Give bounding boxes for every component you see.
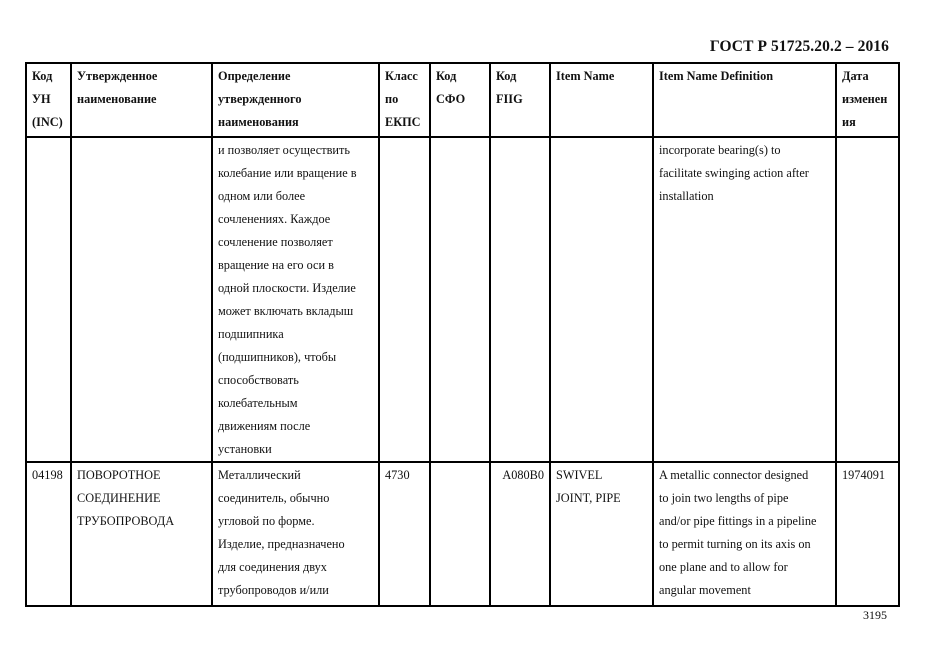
- cell-definition-ru: [212, 137, 379, 462]
- column-header-line: FIIG: [496, 92, 523, 106]
- cell-inc: [26, 137, 71, 462]
- column-header-line: Класс: [385, 69, 418, 83]
- cell-text-line: and/or pipe fittings in a pipeline: [659, 514, 817, 528]
- cell-inc: [26, 462, 71, 606]
- cell-fiig-code: [490, 137, 550, 462]
- cell-text-line: сочленение позволяет: [218, 235, 333, 249]
- cell-text-line: колебание или вращение в: [218, 166, 357, 180]
- cell-text-line: СОЕДИНЕНИЕ: [77, 491, 161, 505]
- column-header-line: изменен: [842, 92, 888, 106]
- column-header-change-date: [836, 63, 899, 137]
- cell-text-line: JOINT, PIPE: [556, 491, 621, 505]
- cell-ekps-class: [379, 462, 430, 606]
- cell-text-line: вращение на его оси в: [218, 258, 334, 272]
- column-header-fiig-code: [490, 63, 550, 137]
- table-row-continuation: [26, 137, 899, 462]
- cell-text-line: одном или более: [218, 189, 306, 203]
- document-header-title: ГОСТ Р 51725.20.2 – 2016: [709, 38, 889, 55]
- cell-text-line: установки: [218, 442, 272, 456]
- table-header-row: [26, 63, 899, 137]
- column-header-line: утвержденного: [218, 92, 302, 106]
- column-header-line: наименования: [218, 115, 299, 129]
- column-header-item-name: [550, 63, 653, 137]
- cell-text-line: 1974091: [842, 468, 886, 482]
- cell-text-line: to join two lengths of pipe: [659, 491, 789, 505]
- column-header-approved-name: [71, 63, 212, 137]
- column-header-inc: [26, 63, 71, 137]
- column-header-line: УН: [32, 92, 51, 106]
- cell-text-line: Изделие, предназначено: [218, 537, 345, 551]
- column-header-line: Item Name Definition: [659, 69, 774, 83]
- page-number: 3195: [863, 608, 887, 622]
- cell-text-line: одной плоскости. Изделие: [218, 281, 356, 295]
- cell-text-line: SWIVEL: [556, 468, 603, 482]
- cell-text-line: и позволяет осуществить: [218, 143, 350, 157]
- column-header-line: Item Name: [556, 69, 615, 83]
- column-header-line: наименование: [77, 92, 157, 106]
- cell-text-line: способствовать: [218, 373, 299, 387]
- cell-text-line: facilitate swinging action after: [659, 166, 809, 180]
- table-row-04198: [26, 462, 899, 606]
- cell-item-name-definition: [653, 137, 836, 462]
- cell-fiig-code: [490, 462, 550, 606]
- column-header-line: по: [385, 92, 399, 106]
- column-header-line: ЕКПС: [385, 115, 421, 129]
- cell-text-line: ТРУБОПРОВОДА: [77, 514, 175, 528]
- cell-approved-name: [71, 462, 212, 606]
- cell-text-line: 4730: [385, 468, 410, 482]
- cell-text-line: one plane and to allow for: [659, 560, 788, 574]
- column-header-line: Определение: [218, 69, 291, 83]
- cell-ekps-class: [379, 137, 430, 462]
- cell-change-date: [836, 137, 899, 462]
- cell-change-date: [836, 462, 899, 606]
- column-header-line: Код: [436, 69, 457, 83]
- cell-sfo-code: [430, 137, 490, 462]
- cell-text-line: сочленениях. Каждое: [218, 212, 331, 226]
- column-header-line: ия: [842, 115, 856, 129]
- cell-text-line: колебательным: [218, 396, 298, 410]
- column-header-line: Код: [496, 69, 517, 83]
- column-header-definition-ru: [212, 63, 379, 137]
- column-header-line: Дата: [842, 69, 869, 83]
- column-header-sfo-code: [430, 63, 490, 137]
- cell-text-line: to permit turning on its axis on: [659, 537, 811, 551]
- cell-item-name: [550, 137, 653, 462]
- cell-sfo-code: [430, 462, 490, 606]
- cell-item-name: [550, 462, 653, 606]
- cell-text-line: Металлический: [218, 468, 301, 482]
- cell-text-line: угловой по форме.: [218, 514, 315, 528]
- cell-text-line: installation: [659, 189, 714, 203]
- cell-item-name-definition: [653, 462, 836, 606]
- column-header-line: Код: [32, 69, 53, 83]
- column-header-ekps-class: [379, 63, 430, 137]
- cell-text-line: может включать вкладыш: [218, 304, 354, 318]
- cell-text-line: A080B0: [502, 468, 544, 482]
- column-header-line: СФО: [436, 92, 466, 106]
- cell-text-line: движениям после: [218, 419, 311, 433]
- cell-text-line: соединитель, обычно: [218, 491, 330, 505]
- cell-text-line: для соединения двух: [218, 560, 327, 574]
- column-header-item-name-definition: [653, 63, 836, 137]
- cell-text-line: трубопроводов и/или: [218, 583, 329, 597]
- cell-approved-name: [71, 137, 212, 462]
- cell-text-line: подшипника: [218, 327, 284, 341]
- cell-text-line: angular movement: [659, 583, 751, 597]
- column-header-line: Утвержденное: [77, 69, 158, 83]
- cell-text-line: incorporate bearing(s) to: [659, 143, 781, 157]
- column-header-line: (INC): [32, 115, 63, 129]
- cell-text-line: 04198: [32, 468, 63, 482]
- cell-text-line: A metallic connector designed: [659, 468, 809, 482]
- cell-definition-ru: [212, 462, 379, 606]
- cell-text-line: (подшипников), чтобы: [218, 350, 337, 364]
- cell-text-line: ПОВОРОТНОЕ: [77, 468, 161, 482]
- gost-data-table: [25, 62, 900, 607]
